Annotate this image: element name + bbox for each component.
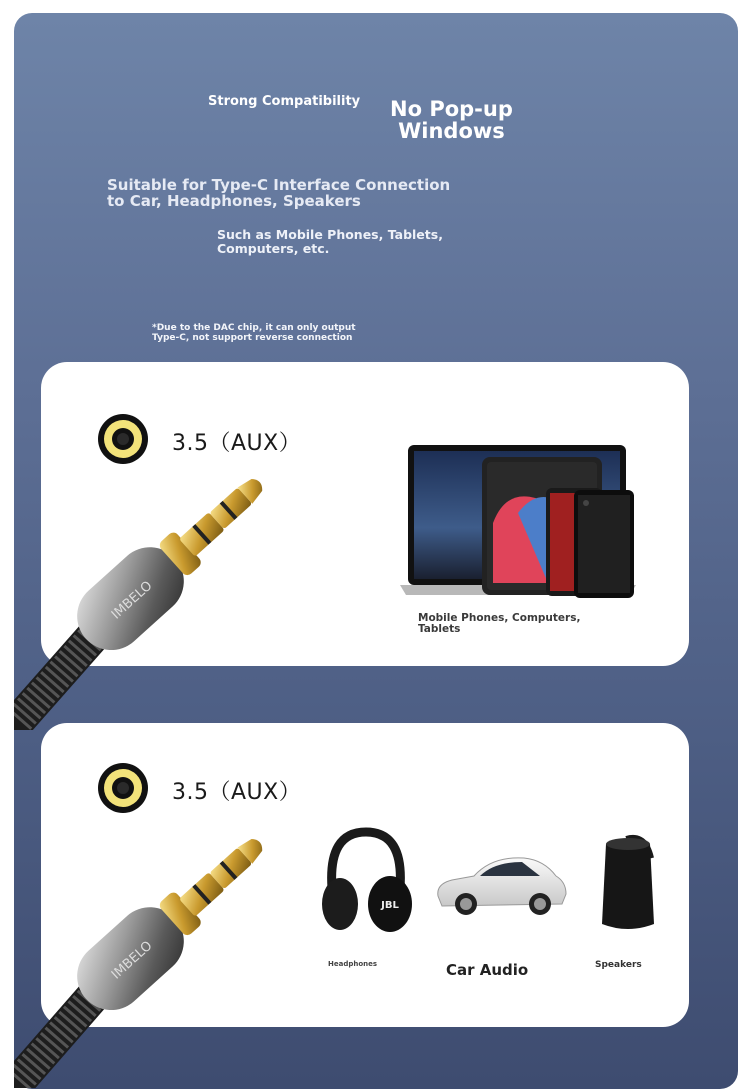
aux-cable-image xyxy=(14,823,314,1088)
compatibility-heading: Strong Compatibility xyxy=(208,94,361,109)
aux-jack-icon xyxy=(97,413,149,465)
headphones-caption: Headphones xyxy=(328,960,378,968)
aux-label: 3.5（AUX） xyxy=(172,780,302,805)
svg-text:JBL: JBL xyxy=(381,900,399,911)
car-icon xyxy=(432,850,570,920)
speaker-icon xyxy=(598,828,660,936)
aux-label: 3.5（AUX） xyxy=(172,431,302,456)
dac-note: *Due to the DAC chip, it can only output Type-C, not support reverse connection xyxy=(152,323,356,343)
no-popup-heading: No Pop-up Windows xyxy=(390,97,513,144)
mobile-devices-image xyxy=(398,443,653,601)
suitable-text: Suitable for Type-C Interface Connection to Car, Headphones, Speakers xyxy=(107,176,451,210)
aux-cable-image xyxy=(14,465,314,730)
car-audio-caption: Car Audio xyxy=(446,961,529,979)
aux-jack-icon xyxy=(97,762,149,814)
speakers-caption: Speakers xyxy=(595,960,642,970)
headphones-icon xyxy=(318,826,413,936)
mobile-devices-caption: Mobile Phones, Computers, Tablets xyxy=(418,612,581,635)
such-as-text: Such as Mobile Phones, Tablets, Computers, etc. xyxy=(217,227,443,256)
cable-brand-text: IMBELO xyxy=(108,578,156,623)
cable-brand-text: IMBELO xyxy=(108,938,156,983)
